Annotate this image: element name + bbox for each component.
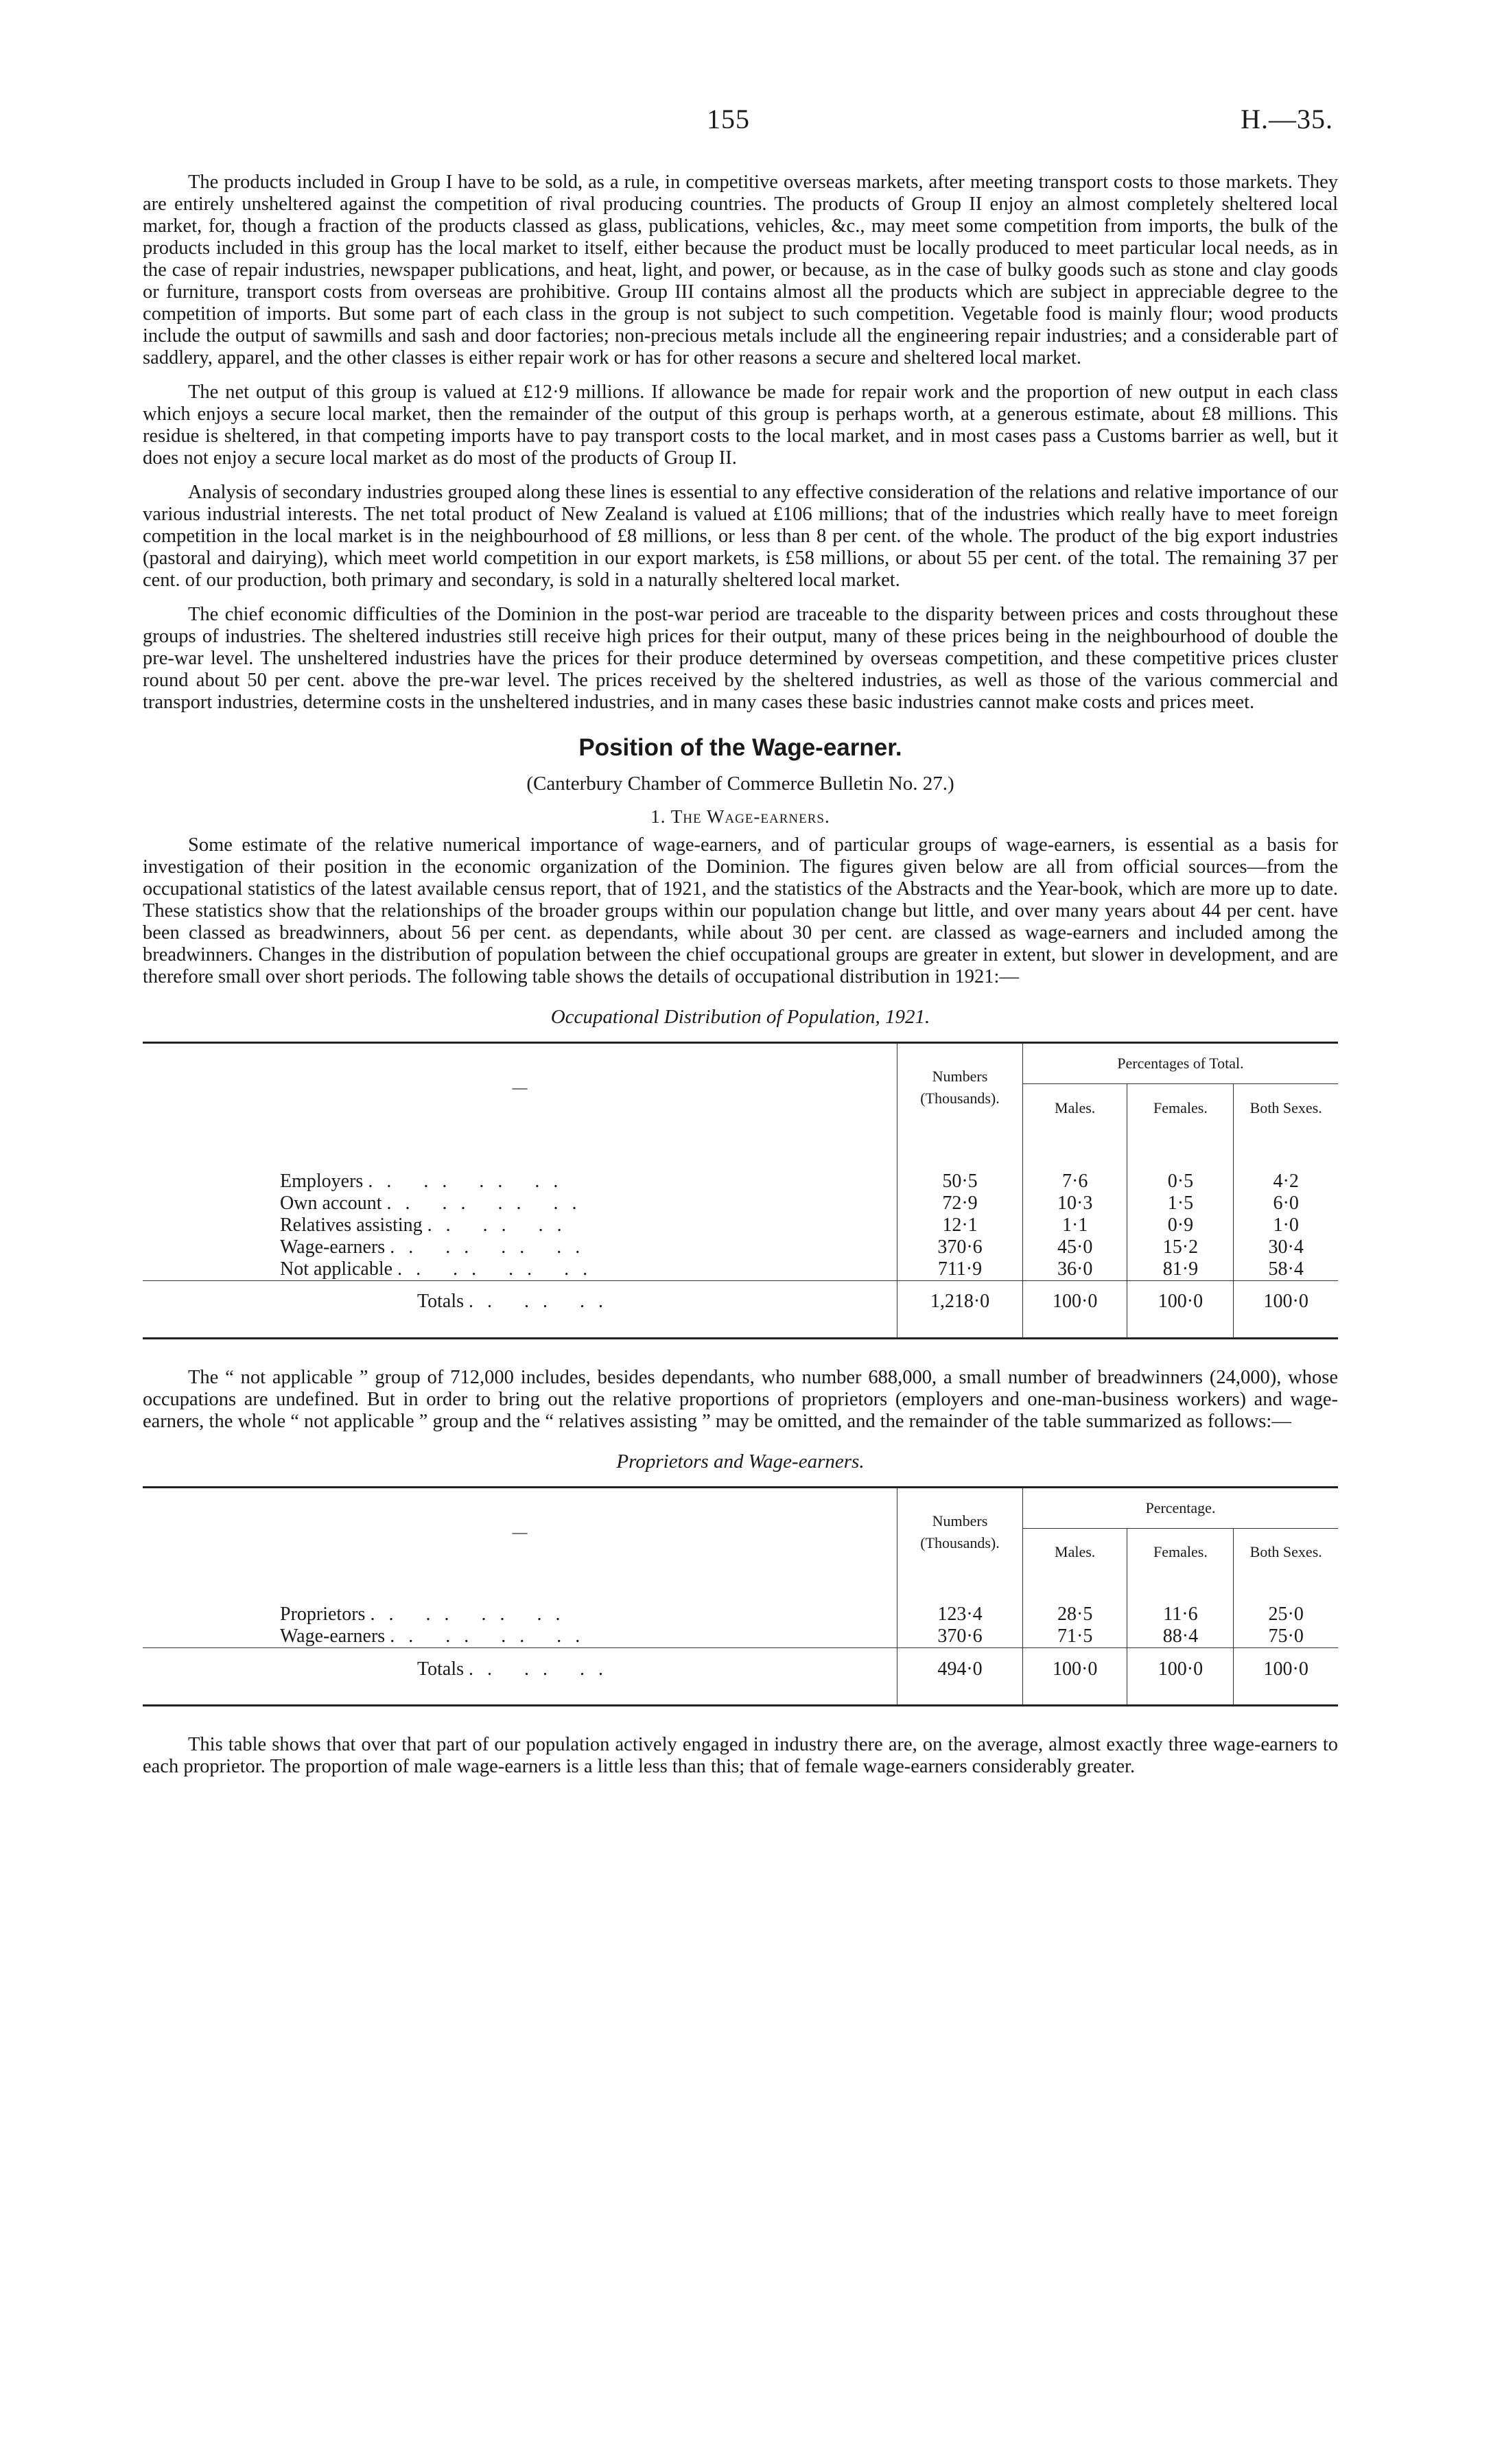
table-totals-row: Totals .. .. .. 494·0 100·0 100·0 100·0 bbox=[143, 1648, 1338, 1691]
table2-header-both: Both Sexes. bbox=[1249, 1543, 1322, 1561]
table-row: Wage-earners .. .. .. .. 370·6 71·5 88·4 75·0 bbox=[280, 1626, 1304, 1647]
paragraph-conclusion: This table shows that over that part of our population actively engaged in industry there are, on the average, almost exactly three wage-earners to each proprietor. The proportion of male wage-earners is a little less than this; that of female wage-earners considerably greater. bbox=[143, 1734, 1338, 1777]
table2-header-percentage: Percentage. bbox=[1022, 1487, 1338, 1528]
table-row: Proprietors .. .. .. .. 123·4 28·5 11·6 25·0 bbox=[280, 1604, 1304, 1625]
occupational-distribution-table bbox=[143, 1042, 1338, 1339]
row-label: Own account bbox=[280, 1192, 382, 1214]
row-label: Proprietors bbox=[280, 1604, 366, 1625]
section-subtitle: (Canterbury Chamber of Commerce Bulletin No. 27.) bbox=[526, 773, 954, 795]
paragraph-analysis: Analysis of secondary industries grouped along these lines is essential to any effective consideration of the relations and relative importance of our various industrial interests. The net total product of New Zealand is valued at £106 millions; that of the industries which really have to meet foreign competition in the local market is in the neighbourhood of £8 millions, or less than 8 per cent. of the whole. The product of the big export industries (pastoral and dairying), which meet world competition in our export markets, is £58 millions, or about 55 per cent. of the total. The remaining 37 per cent. of our production, both primary and secondary, is sold in a naturally sheltered local market. bbox=[143, 482, 1338, 591]
row-label: Not applicable bbox=[280, 1258, 393, 1280]
paragraph-intro: Some estimate of the relative numerical importance of wage-earners, and of particular groups of wage-earners, is essential as a basis for investigation of their position in the economic organization of the Dominion. The figures given below are all from official sources—from the occupational statistics of the latest available census report, that of 1921, and the statistics of the Abstracts and the Year-book, which are more up to date. These statistics show that the relationships of the broader groups within our population change but little, and over many years about 44 per cent. have been classed as breadwinners, about 56 per cent. as dependants, while about 30 per cent. are classed as wage-earners and included among the breadwinners. Changes in the distribution of population between the chief occupational groups are greater in extent, but slower in development, and are therefore small over short periods. The following table shows the details of occupational distribution in 1921:— bbox=[143, 834, 1338, 987]
table1-caption: Occupational Distribution of Population, 1921. bbox=[550, 1006, 930, 1028]
row-label: Employers bbox=[280, 1170, 364, 1192]
table-totals-row: Totals .. .. .. 1,218·0 100·0 100·0 100·0 bbox=[143, 1280, 1338, 1323]
row-label: Relatives assisting bbox=[280, 1214, 423, 1236]
document-reference: H.—35. bbox=[1241, 104, 1333, 134]
paragraph-not-applicable: The “ not applicable ” group of 712,000 includes, besides dependants, who number 688,000, a small number of breadwinners (24,000), whose occupations are undefined. But in order to bring out the relative proportions of proprietors (employers and one-man-business workers) and wage-earners, the whole “ not applicable ” group and the “ relatives assisting ” may be omitted, and the remainder of the table summarized as follows:— bbox=[143, 1366, 1338, 1432]
row-label: Wage-earners bbox=[280, 1236, 386, 1258]
table-row: Relatives assisting .. .. .. 12·1 1·1 0·9 1·0 bbox=[280, 1214, 1299, 1236]
table2-caption: Proprietors and Wage-earners. bbox=[616, 1450, 865, 1472]
table-row: Not applicable .. .. .. .. 711·9 36·0 81·9 58·4 bbox=[280, 1258, 1304, 1280]
table-row: Wage-earners .. .. .. .. 370·6 45·0 15·2 30·4 bbox=[280, 1236, 1304, 1258]
page-number: 155 bbox=[707, 104, 750, 134]
subsection-heading: 1. The Wage-earners. bbox=[650, 806, 830, 827]
proprietors-wage-earners-table bbox=[143, 1486, 1338, 1707]
page-body bbox=[143, 172, 1338, 1790]
table1-header-males: Males. bbox=[1055, 1099, 1096, 1116]
table1-header-numbers: Numbers (Thousands). bbox=[897, 1043, 1023, 1132]
table2-header-males: Males. bbox=[1055, 1543, 1096, 1561]
table2-header-numbers: Numbers (Thousands). bbox=[897, 1487, 1023, 1576]
section-title: Position of the Wage-earner. bbox=[578, 734, 902, 761]
table-row: Own account .. .. .. .. 72·9 10·3 1·5 6·0 bbox=[280, 1192, 1299, 1214]
table2-stub-header: — bbox=[512, 1523, 528, 1540]
row-label: Wage-earners bbox=[280, 1626, 386, 1647]
table1-stub-header: — bbox=[512, 1079, 528, 1096]
table1-header-percentages: Percentages of Total. bbox=[1022, 1043, 1338, 1084]
paragraph-net-output: The net output of this group is valued at £12·9 millions. If allowance be made for repair work and the proportion of new output in each class which enjoys a secure local market, then the remainder of the output of this group is perhaps worth, at a generous estimate, about £8 millions. This residue is sheltered, in that competing imports have to pay transport costs to the local market, and in most cases pass a Customs barrier as well, but it does not enjoy a secure local market as do most of the products of Group II. bbox=[143, 382, 1338, 469]
table-row: Employers .. .. .. .. 50·5 7·6 0·5 4·2 bbox=[280, 1170, 1299, 1192]
table2-header-females: Females. bbox=[1127, 1528, 1234, 1576]
table1-header-females: Females. bbox=[1127, 1084, 1234, 1132]
paragraph-group-products: The products included in Group I have to be sold, as a rule, in competitive overseas markets, after meeting transport costs to those markets. They are entirely unsheltered against the competition of rival producing countries. The products of Group II enjoy an almost completely sheltered local market, for, though a fraction of the products classed as glass, publications, vehicles, &c., may meet some competition from imports, the bulk of the products included in this group has the local market to itself, either because the product must be locally produced to meet particular local needs, as in the case of repair industries, newspaper publications, and heat, light, and power, or because, as in the case of bulky goods such as stone and clay goods or furniture, transport costs from overseas are prohibitive. Group III contains almost all the products which are subject in appreciable degree to the competition of imports. But some part of each class in the group is not subject to such competition. Vegetable food is mainly flour; wood products include the output of sawmills and sash and door factories; non-precious metals include all the engineering repair industries; and a considerable part of saddlery, apparel, and the other classes is either repair work or has for other reasons a secure and sheltered local market. bbox=[143, 172, 1338, 368]
table1-header-both: Both Sexes. bbox=[1249, 1099, 1322, 1116]
paragraph-economic-difficulties: The chief economic difficulties of the Dominion in the post-war period are traceable to the disparity between prices and costs throughout these groups of industries. The sheltered industries still receive high prices for their output, many of these prices being in the neighbourhood of double the pre-war level. The unsheltered industries have the prices for their produce determined by overseas competition, and these competitive prices cluster round about 50 per cent. above the pre-war level. The prices received by the sheltered industries, as well as those of the various commercial and transport industries, determine costs in the unsheltered industries, and in many cases these basic industries cannot make costs and prices meet. bbox=[143, 604, 1338, 713]
